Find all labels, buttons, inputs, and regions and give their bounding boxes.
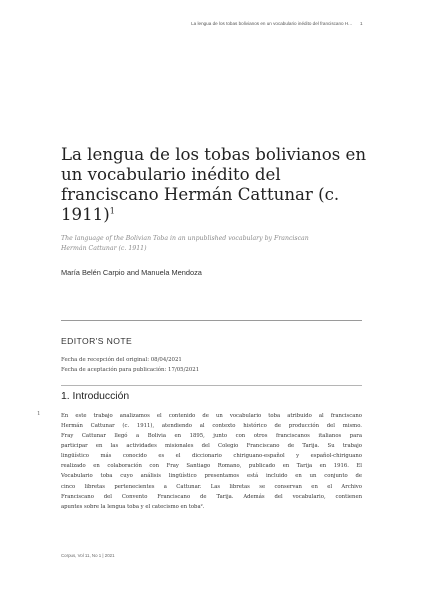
paragraph-number: 1 <box>37 411 41 417</box>
subtitle-line: The language of the Bolivian Toba in an unpublished vocabulary by Franciscan <box>61 235 309 242</box>
paragraph-line: participar en las actividades misionales del Colegio Franciscano de Tarija. Su trabajo <box>61 443 362 450</box>
title-line <box>61 205 361 225</box>
paragraph-line: cinco libretas pertenecientes a Cattunar. Las libretas se conservan en el Archivo <box>61 483 362 490</box>
editors-note-dates <box>61 356 199 375</box>
paragraph-line: Fray Cattunar llegó a Bolivia en 1895, junto con otros franciscanos italianos para <box>61 433 362 440</box>
introduction-paragraph <box>61 411 362 512</box>
authors[interactable]: María Belén Carpio and Manuela Mendoza <box>61 268 202 277</box>
running-title: La lengua de los tobas bolivianos en un vocabulario inédito del franciscano H... <box>191 21 352 26</box>
title-footnote-link[interactable]: 1 <box>109 206 115 216</box>
paragraph-line: apuntes sobre la lengua toba y el catecismo en toba². <box>61 503 205 510</box>
received-date: Fecha de recepción del original: 08/04/2021 <box>61 357 182 363</box>
editors-note-heading: EDITOR'S NOTE <box>61 336 133 346</box>
article-title <box>61 145 367 225</box>
divider <box>61 385 362 386</box>
title-line: un vocabulario inédito del <box>61 165 281 184</box>
page-number: 1 <box>360 21 363 26</box>
paragraph-line: lingüístico más conocido es el diccionario chiriguano-español y español-chiriguano <box>61 453 362 460</box>
subtitle-line: Hermán Cattunar (c. 1911) <box>61 244 147 252</box>
accepted-date: Fecha de aceptación para publicación: 17/05/2021 <box>61 366 200 373</box>
title-line: franciscano Hermán Cattunar (c. <box>61 185 340 204</box>
english-subtitle <box>61 234 361 253</box>
title-line-text: 1911) <box>61 205 110 224</box>
paragraph-line: realizado en colaboración con Fray Santiago Romano, publicado en Tarija en 1916. El <box>61 463 362 470</box>
paragraph-line: Franciscano del Convento Franciscano de Tarija. Además del vocabulario, contienen <box>61 493 362 500</box>
paragraph-line: En este trabajo analizamos el contenido de un vocabulario toba atribuido al franciscano <box>61 413 362 419</box>
title-line: La lengua de los tobas bolivianos en <box>61 145 367 164</box>
divider <box>61 320 362 321</box>
paragraph-line: Hermán Cattunar (c. 1911), atendiendo al contexto histórico de producción del mismo. <box>61 423 362 430</box>
section-heading: 1. Introducción <box>61 391 130 402</box>
footer-citation: Corpus, Vol 11, No 1 | 2021 <box>61 553 115 558</box>
paragraph-line: Vocabulario toba cuyo análisis lingüístico presentamos está incluido en un conjunto de <box>61 473 362 480</box>
